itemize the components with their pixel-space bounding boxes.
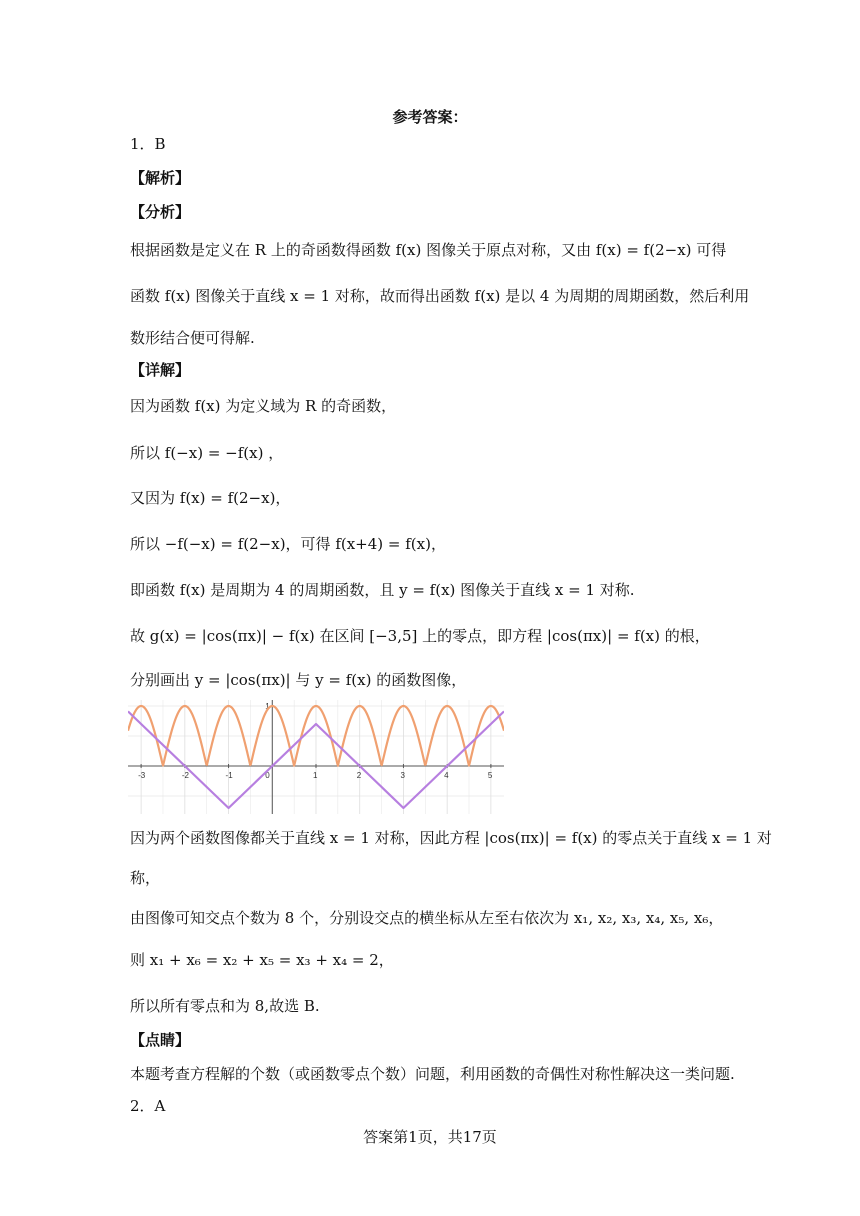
y-tick-label: 1: [265, 702, 270, 711]
x-tick-label: 3: [400, 771, 405, 780]
section-jiexi: 【解析】: [130, 169, 191, 187]
page-title: 参考答案：: [392, 108, 468, 126]
analysis-line-3: 数形结合便可得解.: [130, 329, 255, 347]
section-xiangjie: 【详解】: [130, 361, 191, 379]
section-dianjing: 【点睛】: [130, 1031, 191, 1049]
conclusion-line-2: 称，: [130, 869, 161, 887]
analysis-line-1: 根据函数是定义在 R 上的奇函数得函数 f(x) 图像关于原点对称，又由 f(x) = f(2−x) 可得: [130, 241, 727, 259]
conclusion-line-3: 由图像可知交点个数为 8 个，分别设交点的横坐标从左至右依次为 x₁, x₂, x₃, x₄, x₅, x₆，: [130, 909, 724, 927]
comment-text: 本题考查方程解的个数（或函数零点个数）问题，利用函数的奇偶性对称性解决这一类问题.: [130, 1065, 735, 1083]
x-tick-label: 0: [265, 771, 270, 780]
x-tick-label: 5: [487, 771, 493, 780]
x-tick-label: -3: [138, 771, 146, 780]
conclusion-line-4: 则 x₁ + x₆ = x₂ + x₅ = x₃ + x₄ = 2，: [130, 951, 394, 969]
step-4: 所以 −f(−x) = f(2−x)，可得 f(x+4) = f(x)，: [130, 535, 446, 553]
step-1: 因为函数 f(x) 为定义域为 R 的奇函数，: [130, 397, 397, 415]
step-7: 分别画出 y = |cos(πx)| 与 y = f(x) 的函数图像，: [130, 671, 467, 689]
x-tick-label: 2: [356, 771, 362, 780]
x-tick-label: -1: [225, 771, 233, 780]
answer-1: 1．B: [130, 135, 166, 153]
step-2: 所以 f(−x) = −f(x) ，: [130, 444, 284, 462]
analysis-line-2: 函数 f(x) 图像关于直线 x = 1 对称，故而得出函数 f(x) 是以 4 为周期的周期函数，然后利用: [130, 287, 750, 305]
function-graph: [128, 700, 504, 814]
x-tick-label: 4: [444, 771, 449, 780]
step-6: 故 g(x) = |cos(πx)| − f(x) 在区间 [−3,5] 上的零点，即方程 |cos(πx)| = f(x) 的根，: [130, 627, 710, 645]
page-footer: 答案第1页，共17页: [363, 1128, 497, 1146]
x-tick-label: 1: [313, 771, 318, 780]
step-3: 又因为 f(x) = f(2−x)，: [130, 489, 291, 507]
x-tick-label: -2: [181, 771, 189, 780]
section-fenxi: 【分析】: [130, 203, 191, 221]
answer-2: 2．A: [130, 1097, 166, 1115]
conclusion-line-5: 所以所有零点和为 8,故选 B.: [130, 997, 320, 1015]
conclusion-line-1: 因为两个函数图像都关于直线 x = 1 对称，因此方程 |cos(πx)| = f(x) 的零点关于直线 x = 1 对: [130, 829, 772, 847]
step-5: 即函数 f(x) 是周期为 4 的周期函数，且 y = f(x) 图像关于直线 x = 1 对称.: [130, 581, 635, 599]
